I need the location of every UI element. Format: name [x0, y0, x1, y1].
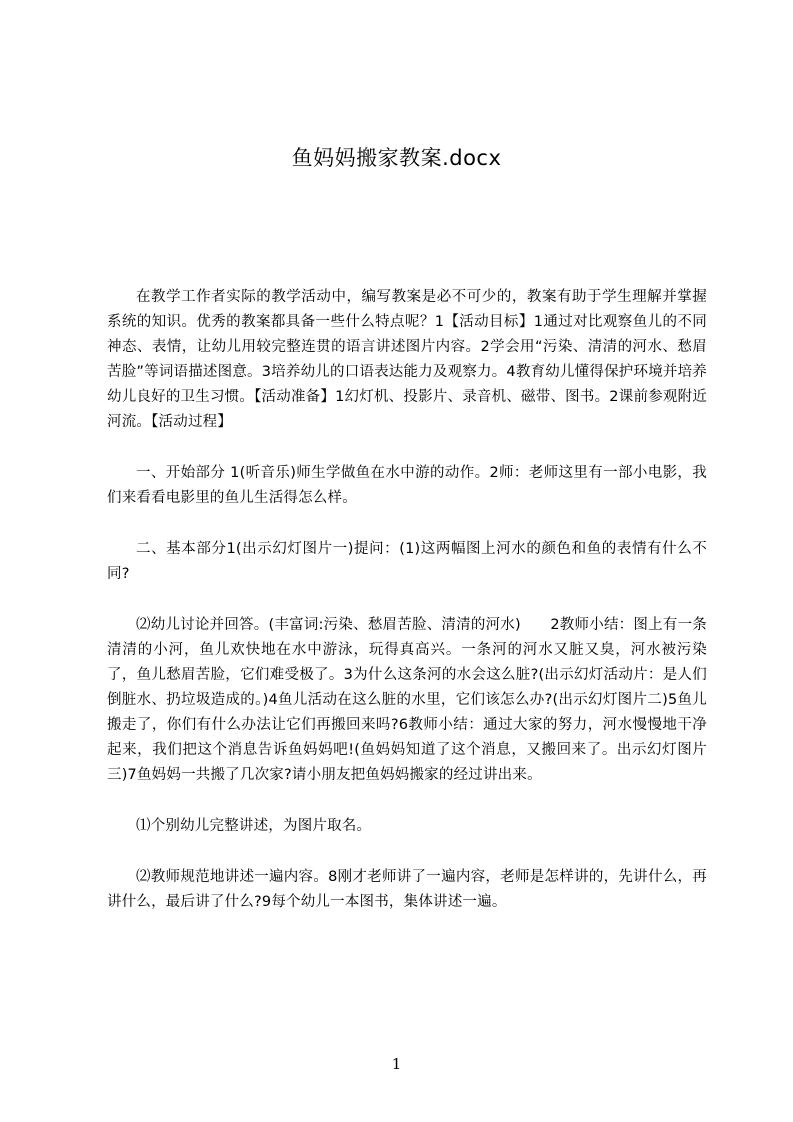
- paragraph-discussion: ⑵幼儿讨论并回答。(丰富词:污染、愁眉苦脸、清清的河水) 2教师小结：图上有一条清清的小河，鱼儿欢快地在水中游泳，玩得真高兴。一条河的河水又脏又臭，河水被污染了，鱼儿愁眉苦脸，它们难受极了。3为什么这条河的水会这么脏?(出示幻灯活动片：是人们倒脏水、扔垃圾造成的。)4鱼儿活动在这么脏的水里，它们该怎么办?(出示幻灯图片二)5鱼儿搬走了，你们有什么办法让它们再搬回来吗?6教师小结：通过大家的努力，河水慢慢地干净起来，我们把这个消息告诉鱼妈妈吧!(鱼妈妈知道了这个消息，又搬回来了。出示幻灯图片三)7鱼妈妈一共搬了几次家?请小朋友把鱼妈妈搬家的经过讲出来。: [107, 617, 707, 783]
- page-number: 1: [391, 1055, 402, 1073]
- paragraph-basic-part: 二、基本部分1(出示幻灯图片一)提问：(1)这两幅图上河水的颜色和鱼的表情有什么不同?: [107, 541, 707, 582]
- document-body: [107, 285, 707, 941]
- paragraph-intro: 在教学工作者实际的教学活动中，编写教案是必不可少的，教案有助于学生理解并掌握系统的知识。优秀的教案都具备一些什么特点呢？1【活动目标】1通过对比观察鱼儿的不同神态、表情，让幼儿用较完整连贯的语言讲述图片内容。2学会用“污染、清清的河水、愁眉苦脸”等词语描述图意。3培养幼儿的口语表达能力及观察力。4教育幼儿懂得保护环境并培养幼儿良好的卫生习惯。【活动准备】1幻灯机、投影片、录音机、磁带、图书。2课前参观附近河流。【活动过程】: [107, 289, 707, 430]
- paragraph-teacher-retelling: ⑵教师规范地讲述一遍内容。8刚才老师讲了一遍内容，老师是怎样讲的，先讲什么，再讲什么，最后讲了什么?9每个幼儿一本图书，集体讲述一遍。: [107, 869, 707, 910]
- paragraph-individual-retelling: ⑴个别幼儿完整讲述，为图片取名。: [136, 818, 372, 834]
- paragraph-opening: 一、开始部分 1(听音乐)师生学做鱼在水中游的动作。2师：老师这里有一部小电影，我们来看看电影里的鱼儿生活得怎么样。: [107, 465, 707, 506]
- document-title: 鱼妈妈搬家教案.docx: [291, 146, 502, 170]
